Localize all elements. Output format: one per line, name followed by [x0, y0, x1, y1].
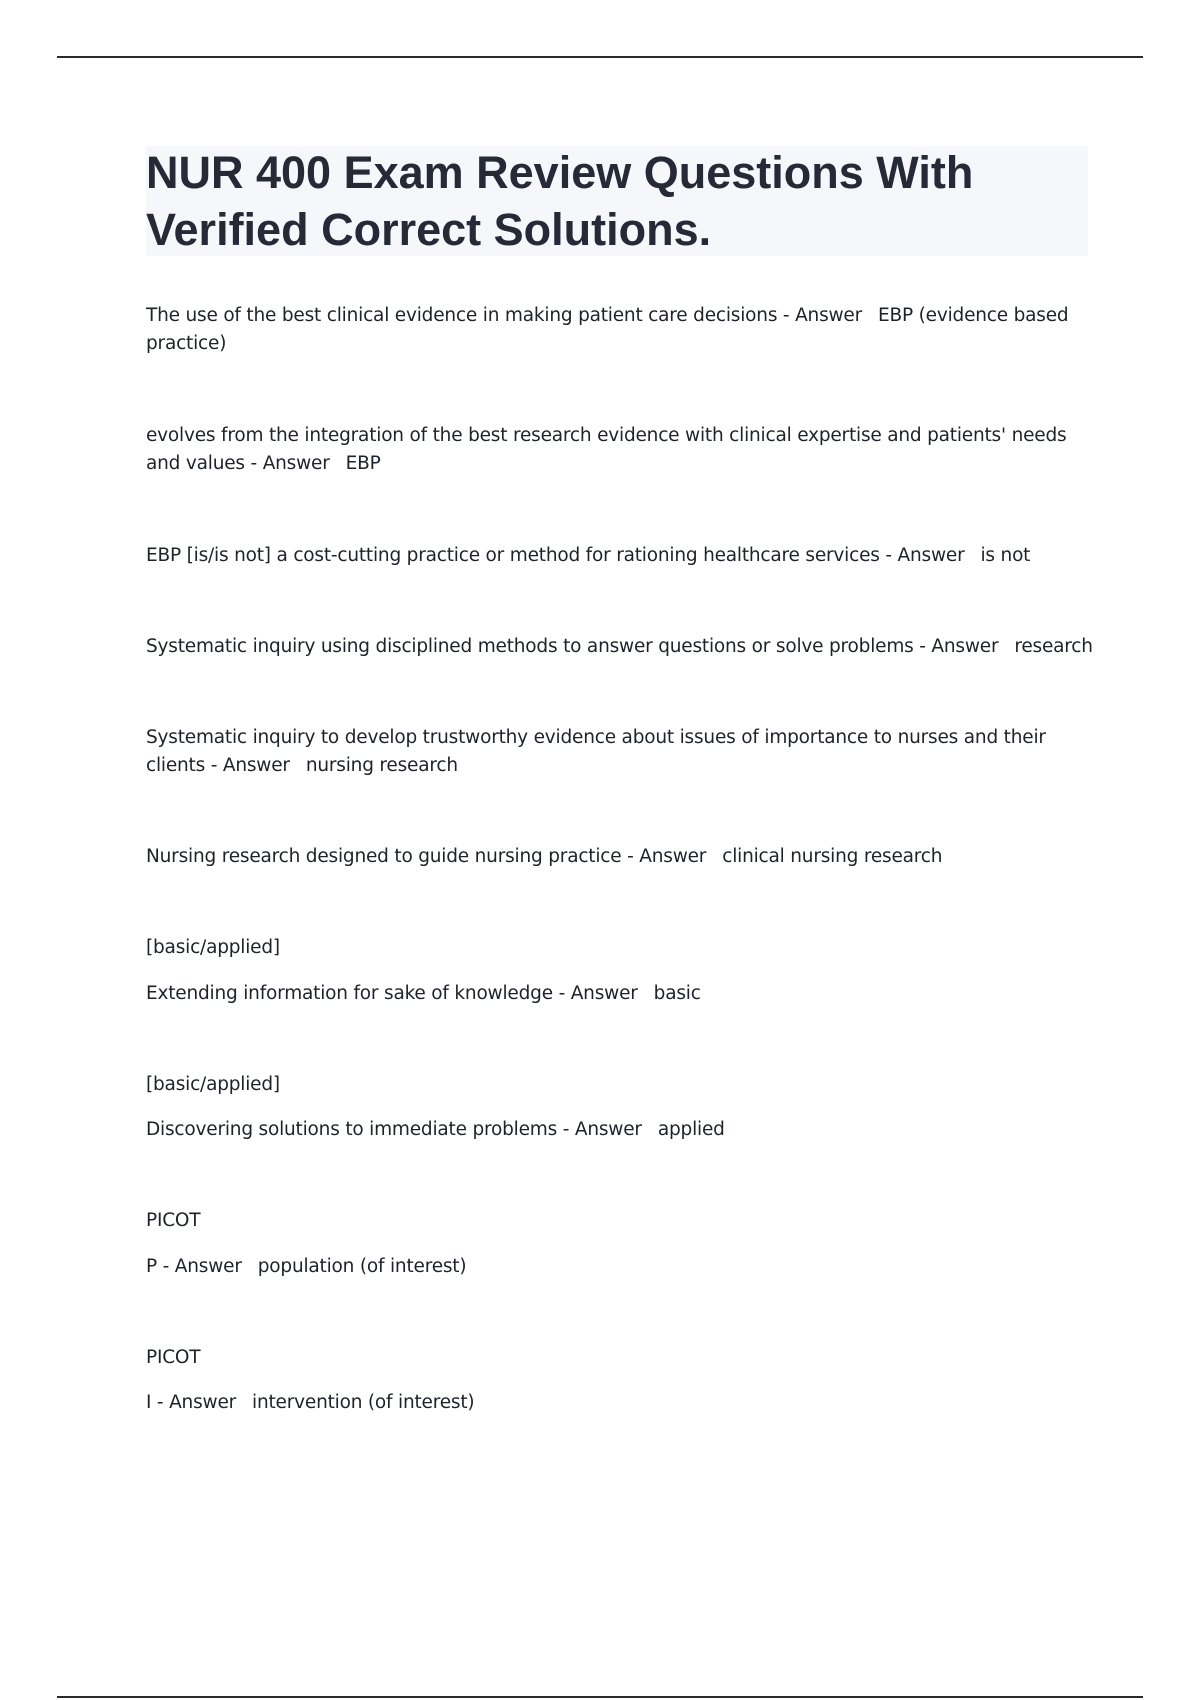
- question-text: Systematic inquiry using disciplined methods to answer questions or solve problems - Answer: [146, 636, 999, 657]
- question-text: Systematic inquiry to develop trustworthy evidence about issues of importance to nurses and their clients - Answer: [146, 727, 1046, 776]
- question-text: Extending information for sake of knowledge - Answer: [146, 983, 638, 1004]
- qa-item-9: [146, 1253, 1096, 1281]
- answer-text: intervention (of interest): [252, 1392, 475, 1413]
- bottom-rule: [57, 1696, 1143, 1698]
- qa-header-7: [basic/applied]: [146, 937, 280, 958]
- qa-item-8: [146, 1116, 1096, 1144]
- question-text: evolves from the integration of the best research evidence with clinical expertise and patients' needs and values - Answer: [146, 425, 1067, 474]
- answer-text: population (of interest): [257, 1256, 467, 1277]
- qa-item-2: [146, 422, 1096, 478]
- document-title: NUR 400 Exam Review Questions With Verified Correct Solutions.: [146, 147, 974, 255]
- qa-header-8: [basic/applied]: [146, 1074, 280, 1095]
- question-text: Nursing research designed to guide nursing practice - Answer: [146, 846, 707, 867]
- qa-item-7: [146, 980, 1096, 1008]
- answer-text: research: [1014, 636, 1093, 657]
- qa-item-5: [146, 724, 1096, 780]
- answer-text: nursing research: [305, 755, 458, 776]
- qa-header-9: PICOT: [146, 1210, 201, 1231]
- qa-header-10: PICOT: [146, 1347, 201, 1368]
- question-text: P - Answer: [146, 1256, 242, 1277]
- question-text: I - Answer: [146, 1392, 237, 1413]
- question-text: Discovering solutions to immediate problems - Answer: [146, 1119, 642, 1140]
- answer-text: EBP (evidence based practice): [146, 305, 1069, 354]
- answer-text: basic: [653, 983, 701, 1004]
- qa-item-6: [146, 843, 1096, 871]
- question-text: The use of the best clinical evidence in making patient care decisions - Answer: [146, 305, 863, 326]
- qa-item-3: [146, 542, 1096, 570]
- qa-item-10: [146, 1389, 1096, 1417]
- qa-item-4: [146, 633, 1096, 661]
- qa-item-1: [146, 302, 1096, 358]
- question-text: EBP [is/is not] a cost-cutting practice or method for rationing healthcare services - Answer: [146, 545, 965, 566]
- top-rule: [57, 56, 1143, 58]
- answer-text: applied: [657, 1119, 725, 1140]
- answer-text: is not: [980, 545, 1031, 566]
- answer-text: EBP: [345, 453, 381, 474]
- answer-text: clinical nursing research: [722, 846, 943, 867]
